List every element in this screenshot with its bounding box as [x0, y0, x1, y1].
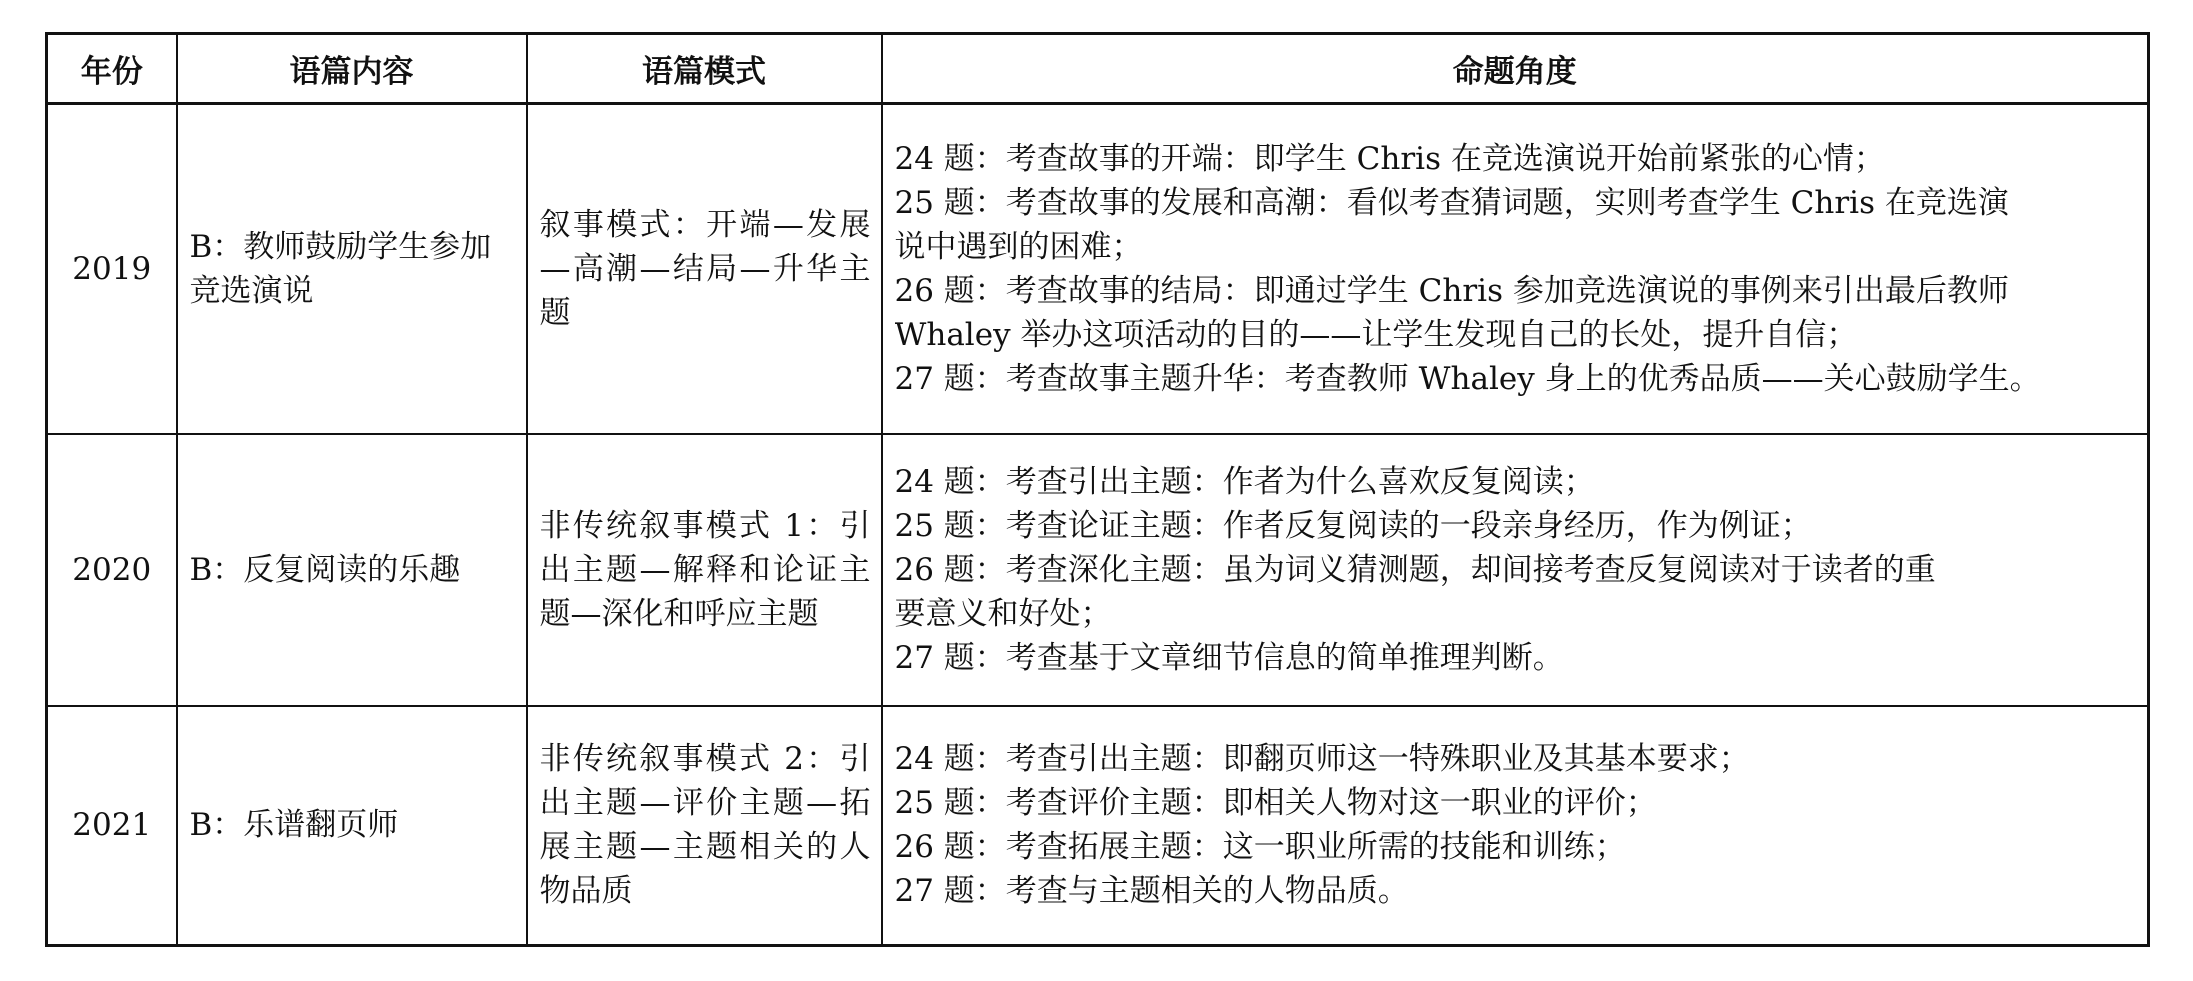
content-cell: B：教师鼓励学生参加竞选演说	[177, 104, 527, 434]
angle-line: 25 题：考查论证主题：作者反复阅读的一段亲身经历，作为例证；	[894, 507, 1812, 544]
angle-line: 27 题：考查基于文章细节信息的简单推理判断。	[894, 639, 1564, 676]
year-cell: 2021	[47, 706, 177, 946]
content-cell: B：乐谱翻页师	[177, 706, 527, 946]
angle-cell	[882, 434, 2149, 706]
angle-line: 要意义和好处；	[894, 595, 1112, 632]
header-angle: 命题角度	[882, 34, 2149, 104]
angle-line: 25 题：考查评价主题：即相关人物对这一职业的评价；	[894, 785, 1657, 822]
angle-cell	[882, 706, 2149, 946]
angle-line: 26 题：考查深化主题：虽为词义猜测题，却间接考查反复阅读对于读者的重	[894, 551, 1936, 588]
angle-line: 26 题：考查拓展主题：这一职业所需的技能和训练；	[894, 829, 1626, 866]
header-content: 语篇内容	[177, 34, 527, 104]
exam-analysis-table	[45, 32, 2150, 947]
angle-line: 说中遇到的困难；	[894, 228, 1143, 265]
header-row	[47, 34, 2149, 104]
angle-line: Whaley 举办这项活动的目的——让学生发现自己的长处，提升自信；	[894, 316, 1858, 353]
angle-line: 27 题：考查与主题相关的人物品质。	[894, 873, 1409, 910]
header-year: 年份	[47, 34, 177, 104]
angle-line: 25 题：考查故事的发展和高潮：看似考查猜词题，实则考查学生 Chris 在竞选演	[894, 184, 2009, 221]
mode-cell: 叙事模式：开端—发展—高潮—结局—升华主题	[527, 104, 882, 434]
mode-cell: 非传统叙事模式 1：引出主题—解释和论证主题—深化和呼应主题	[527, 434, 882, 706]
angle-cell	[882, 104, 2149, 434]
angle-line: 27 题：考查故事主题升华：考查教师 Whaley 身上的优秀品质——关心鼓励学生。	[894, 360, 2041, 397]
mode-cell: 非传统叙事模式 2：引出主题—评价主题—拓展主题—主题相关的人物品质	[527, 706, 882, 946]
header-mode: 语篇模式	[527, 34, 882, 104]
table-row	[47, 104, 2149, 434]
table-row	[47, 706, 2149, 946]
table-row	[47, 434, 2149, 706]
year-cell: 2020	[47, 434, 177, 706]
angle-line: 24 题：考查引出主题：即翻页师这一特殊职业及其基本要求；	[894, 741, 1750, 778]
angle-line: 24 题：考查故事的开端：即学生 Chris 在竞选演说开始前紧张的心情；	[894, 140, 1885, 177]
content-cell: B：反复阅读的乐趣	[177, 434, 527, 706]
year-cell: 2019	[47, 104, 177, 434]
angle-line: 24 题：考查引出主题：作者为什么喜欢反复阅读；	[894, 463, 1595, 500]
angle-line: 26 题：考查故事的结局：即通过学生 Chris 参加竞选演说的事例来引出最后教师	[894, 272, 2009, 309]
